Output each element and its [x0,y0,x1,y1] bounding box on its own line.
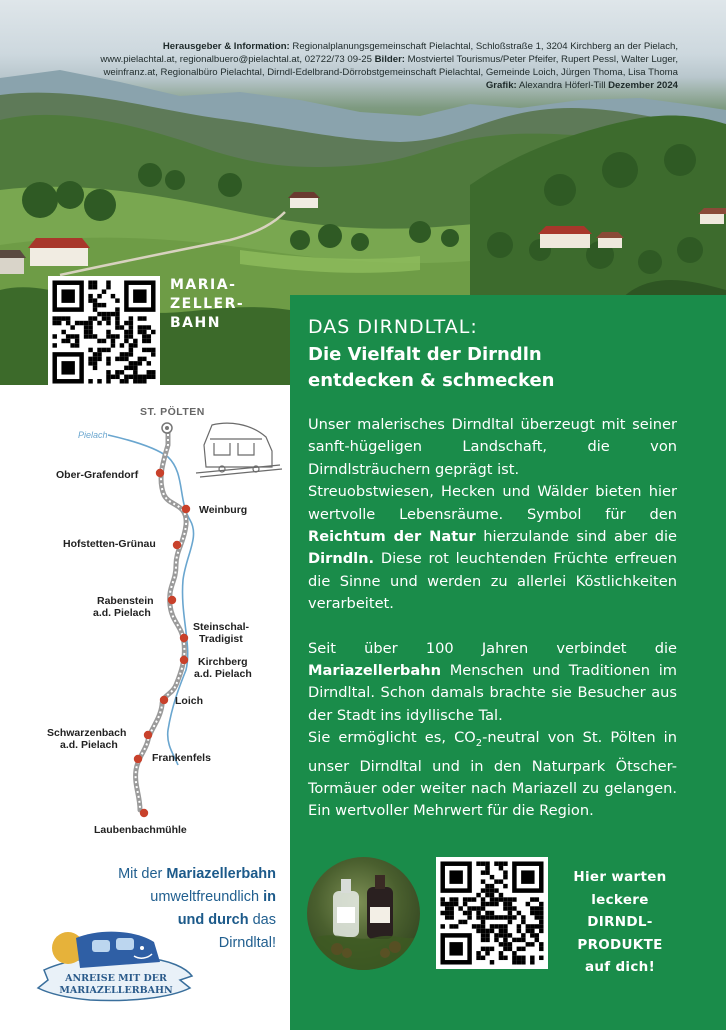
credits-contact-text: www.pielachtal.at, regionalbuero@pielachtal.at, 02722/73 09-25 [100,54,375,65]
railway-emphasis: Mariazellerbahn [308,662,441,680]
section-title [308,342,708,394]
badge-line2: MARIAZELLERBAHN [59,985,173,996]
promo-text-c: umweltfreundlich [150,889,264,905]
body-text [308,414,677,823]
credits-publisher-text: Regionalplanungsgemeinschaft Pielachtal, Schloßstraße 1, 3204 Kirchberg an der Pielach, [289,41,678,52]
credits-graphics-label: Grafik: [485,80,517,91]
station-ober-grafendorf: Ober-Grafendorf [56,469,139,481]
station-rabenstein-sub: a.d. Pielach [93,607,151,619]
promo-text-f: das [248,912,276,928]
station-dot-hofstetten [173,541,181,549]
mariazellerbahn-label-line1: MARIA- [170,277,237,293]
station-dot-rabenstein [168,596,176,604]
station-dot-ober-grafendorf [156,469,164,477]
station-frankenfels: Frankenfels [152,752,211,764]
nature-text-3: Diese rot leuchtenden Früchte erfreuen die Sinne und werden zu allerlei Köstlichkeiten verarbeitet. [308,550,677,613]
cta-line5: auf dich! [584,959,656,975]
station-kirchberg-sub: a.d. Pielach [194,668,252,680]
station-dot-laubenbachmuehle [140,809,148,817]
river-label: Pielach [78,430,108,440]
section-title-line2: entdecken & schmecken [308,370,555,391]
co2-text-2: -neutral von St. Pölten in unser Dirndltal und in den Naturpark Ötscher-Tormäuer oder weiter nach Mariazell zu gelangen. Ein wertvoller Mehrwert für die Region. [308,729,677,820]
credits-date: Dezember 2024 [608,80,678,91]
paragraph-nature [308,481,677,615]
credits-images-label: Bilder: [374,54,405,65]
cta-line2: leckere [591,891,649,908]
railway-text: Seit über 100 Jahren verbindet die [308,639,677,657]
origin-label: ST. PÖLTEN [140,406,205,418]
station-schwarzenbach: Schwarzenbach [47,727,127,739]
products-call-to-action [558,866,682,979]
route-map-graphic [0,385,290,855]
station-schwarzenbach-sub: a.d. Pielach [60,739,118,751]
cta-line4: PRODUKTE [577,936,663,953]
section-title-line1: Die Vielfalt der Dirndln [308,344,542,365]
station-weinburg: Weinburg [199,504,248,516]
station-hofstetten-gruenau: Hofstetten-Grünau [63,538,156,550]
promo-emphasis-in: in [263,889,276,905]
mariazellerbahn-label-line3: BAHN [170,315,221,331]
dirndl-products-photo [307,857,420,970]
co2-subscript: 2 [475,738,483,750]
cta-line3: DIRNDL- [587,914,653,930]
station-steinschal-sub: Tradigist [199,633,243,645]
dirndl-products-qr-code[interactable] [436,857,548,969]
mariazellerbahn-qr-code[interactable] [48,276,160,388]
station-dot-kirchberg [180,656,188,664]
nature-text-2: hierzulande sind aber die [475,528,678,546]
railway-text-2: Menschen und Traditionen im Dirndltal. Schon damals brachte sie Besucher aus der Stadt ins idyllische Tal. [308,662,677,724]
promo-text-g: Dirndltal! [218,935,276,951]
dirndln-emphasis: Dirndln. [308,550,375,568]
credits-graphics-text: Alexandra Höferl-Till [516,80,609,91]
paragraph-landscape: Unser malerisches Dirndltal überzeugt mit seiner sanft-hügeligen Landschaft, die von Dirndlsträuchern geprägt ist. [308,416,677,478]
credits-publisher-label: Herausgeber & Information: [162,41,290,52]
nature-text: Streuobstwiesen, Hecken und Wälder bieten hier wertvolle Lebensräume. Symbol für den [308,483,677,523]
route-map [0,385,290,855]
anreise-badge [30,918,200,1018]
paragraph-railway [308,638,677,728]
cta-line1: Hier warten [573,869,667,885]
promo-emphasis-railway: Mariazellerbahn [166,866,276,882]
nature-emphasis: Reichtum der Natur [308,528,476,546]
station-dot-frankenfels [134,755,142,763]
paragraph-co2 [308,727,677,823]
station-laubenbachmuehle: Laubenbachmühle [94,824,187,836]
promo-text-a: Mit der [118,866,167,882]
smiling-train-icon [52,932,160,968]
station-dot-loich [160,696,168,704]
station-dot-weinburg [182,505,190,513]
station-rabenstein: Rabenstein [97,595,154,607]
section-kicker: DAS DIRNDLTAL: [308,316,478,338]
mariazellerbahn-label-line2: ZELLER- [170,296,245,312]
credits-images-text-2: weinfranz.at, Regionalbüro Pielachtal, Dirndl-Edelbrand-Dörrobstgemeinschaft Pielachtal, Gemeinde Loich, Jürgen Thoma, Lisa Thoma [103,67,678,78]
station-steinschal: Steinschal- [193,621,250,633]
station-dot-steinschal [180,634,188,642]
station-dot-schwarzenbach [144,731,152,739]
train-sketch-icon [196,423,282,477]
mariazellerbahn-label [170,276,244,333]
station-loich: Loich [175,695,203,707]
station-kirchberg: Kirchberg [198,656,248,668]
badge-line1: ANREISE MIT DER [65,973,167,984]
publisher-credits [38,40,678,92]
co2-text: Sie ermöglicht es, CO [308,729,476,747]
promo-emphasis-through: und durch [177,912,249,928]
credits-images-text: Mostviertel Tourismus/Peter Pfeifer, Rupert Pessl, Walter Luger, [405,54,678,65]
